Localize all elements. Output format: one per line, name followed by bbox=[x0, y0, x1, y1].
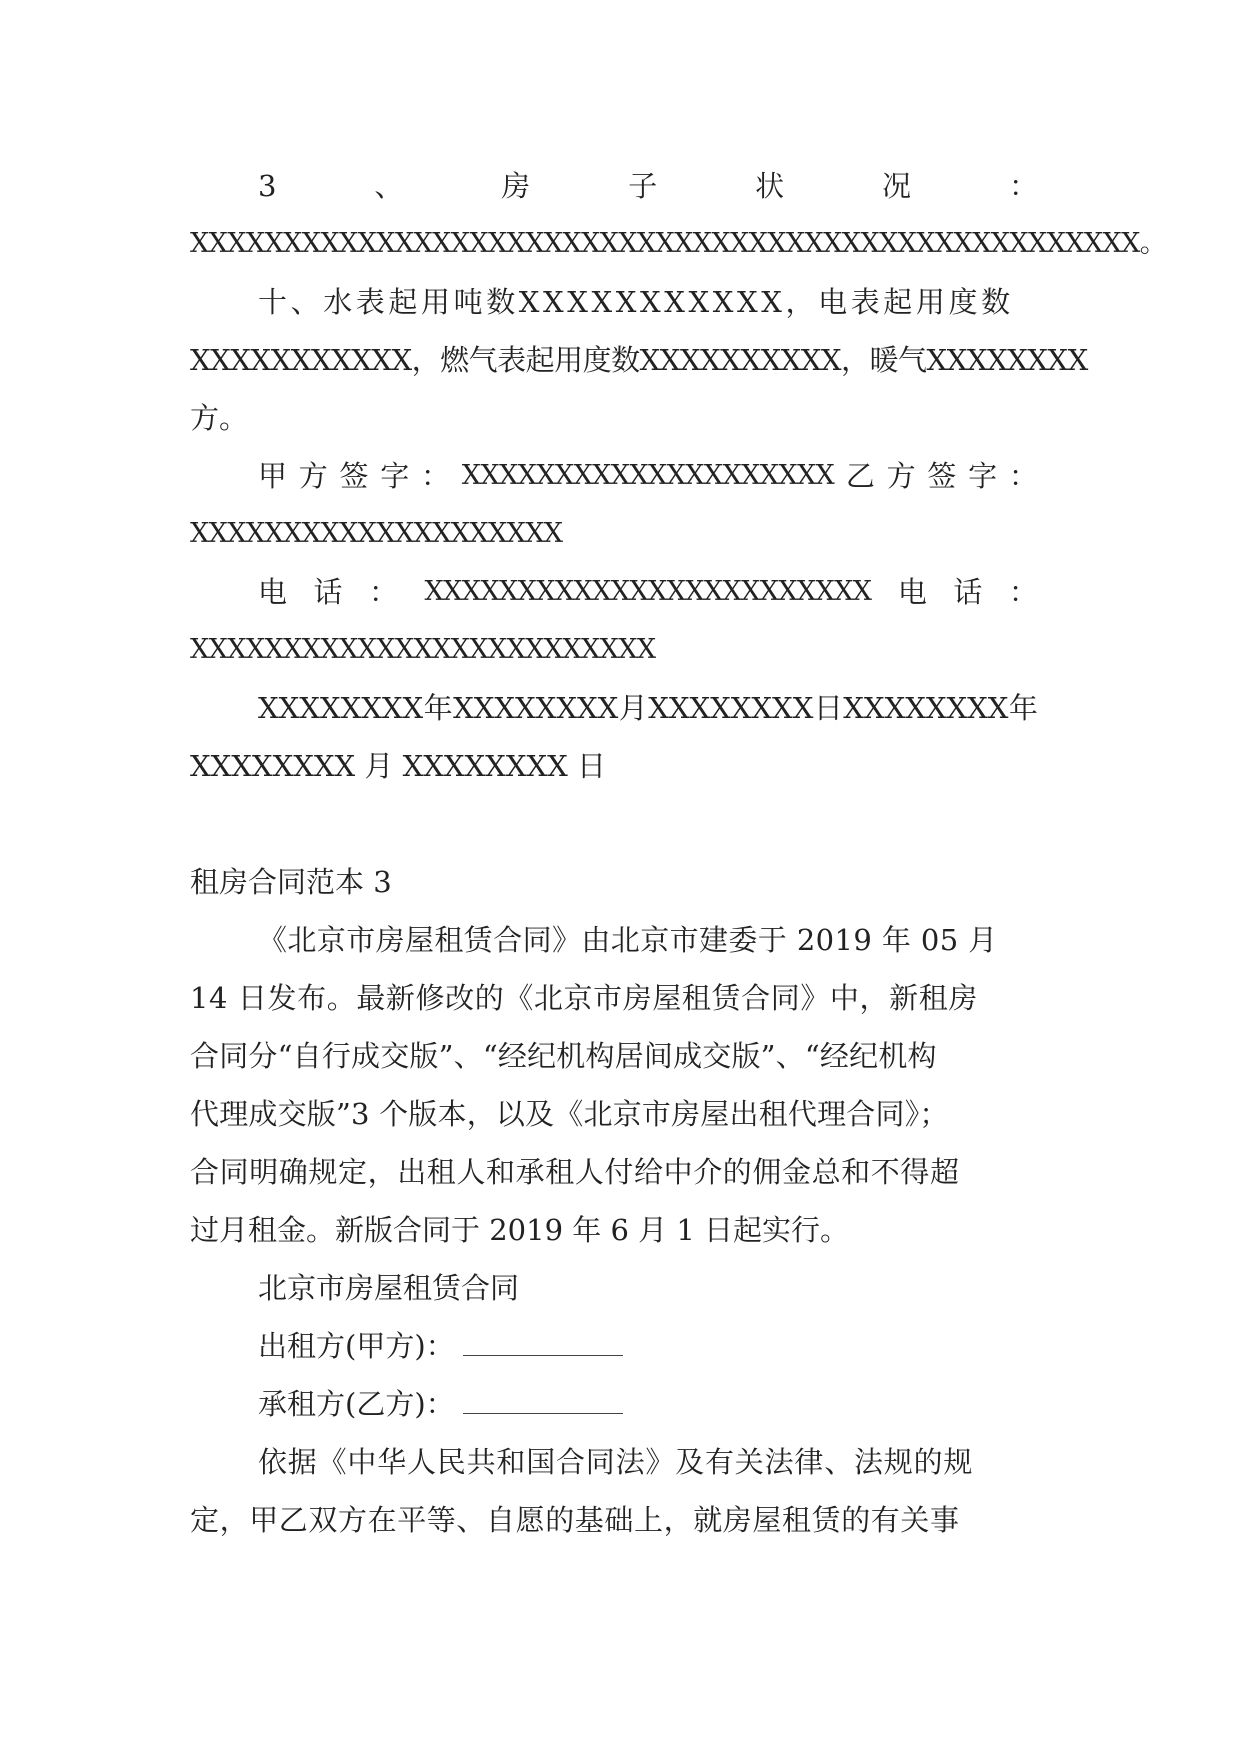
signature-token: 方 bbox=[298, 459, 328, 493]
date-line bbox=[258, 690, 1038, 726]
signature-token: 方 bbox=[886, 459, 916, 493]
signature-line bbox=[258, 458, 1038, 494]
para1-line: 《北京市房屋租赁合同》由北京市建委于 2019 年 05 月 bbox=[258, 923, 998, 957]
house-status-token: 况 bbox=[882, 169, 912, 203]
meters-line-2: XXXXXXXXXXX，燃气表起用度数XXXXXXXXXX，暖气XXXXXXXX bbox=[190, 343, 1088, 377]
date-token: 年 bbox=[423, 691, 453, 725]
signature-token: 乙 bbox=[845, 459, 875, 493]
house-status-token: 3 bbox=[258, 169, 277, 203]
para1-line: 合同明确规定，出租人和承租人付给中介的佣金总和不得超 bbox=[190, 1155, 960, 1189]
signature-token: 字 bbox=[380, 459, 410, 493]
para1-line: 代理成交版”3 个版本，以及《北京市房屋出租代理合同》； bbox=[190, 1097, 949, 1131]
house-status-continuation: XXXXXXXXXXXXXXXXXXXXXXXXXXXXXXXXXXXXXXXXXXXXXXXXXXX。 bbox=[190, 228, 1167, 259]
phone-token: 电 bbox=[897, 575, 927, 609]
phone-token: 话 bbox=[313, 575, 343, 609]
date-token: XXXXXXXX bbox=[258, 691, 424, 725]
signature-continuation: XXXXXXXXXXXXXXXXXXXX bbox=[190, 518, 563, 549]
lessee-row bbox=[258, 1386, 623, 1422]
signature-token: 签 bbox=[339, 459, 369, 493]
house-status-token: 状 bbox=[755, 169, 785, 203]
lessee-blank bbox=[463, 1391, 623, 1414]
lessor-label: 出租方(甲方)： bbox=[258, 1329, 455, 1363]
date-token: 月 bbox=[618, 691, 648, 725]
signature-token: XXXXXXXXXXXXXXXXXXXX bbox=[461, 460, 835, 491]
signature-token: ： bbox=[421, 459, 451, 493]
house-status-token: 房 bbox=[501, 169, 531, 203]
house-status-line bbox=[258, 168, 1038, 204]
meters-line-3: 方。 bbox=[190, 401, 249, 435]
section-heading: 租房合同范本 3 bbox=[190, 865, 392, 899]
signature-token: 签 bbox=[927, 459, 957, 493]
lessee-label: 承租方(乙方)： bbox=[258, 1387, 455, 1421]
para1-line: 14 日发布。最新修改的《北京市房屋租赁合同》中，新租房 bbox=[190, 981, 978, 1015]
para1-line: 合同分“自行成交版”、“经纪机构居间成交版”、“经纪机构 bbox=[190, 1039, 937, 1073]
para2-line: 定，甲乙双方在平等、自愿的基础上，就房屋租赁的有关事 bbox=[190, 1503, 960, 1537]
phone-token: ： bbox=[369, 575, 399, 609]
phone-token: ： bbox=[1008, 575, 1038, 609]
phone-token: XXXXXXXXXXXXXXXXXXXXXXXX bbox=[424, 576, 872, 607]
date-continuation: XXXXXXXX 月 XXXXXXXX 日 bbox=[190, 749, 606, 783]
house-status-token: 子 bbox=[628, 169, 658, 203]
lessor-blank bbox=[463, 1333, 623, 1356]
para2-line: 依据《中华人民共和国合同法》及有关法律、法规的规 bbox=[258, 1445, 974, 1479]
para1-line: 过月租金。新版合同于 2019 年 6 月 1 日起实行。 bbox=[190, 1213, 850, 1247]
phone-continuation: XXXXXXXXXXXXXXXXXXXXXXXXX bbox=[190, 634, 656, 665]
date-token: 年 bbox=[1008, 691, 1038, 725]
signature-token: 甲 bbox=[258, 459, 288, 493]
phone-line bbox=[258, 574, 1038, 610]
phone-token: 电 bbox=[258, 575, 288, 609]
house-status-token: ： bbox=[1008, 169, 1038, 203]
lessor-row bbox=[258, 1328, 623, 1364]
date-token: XXXXXXXX bbox=[453, 691, 619, 725]
phone-token: 话 bbox=[953, 575, 983, 609]
date-token: XXXXXXXX bbox=[843, 691, 1009, 725]
date-token: XXXXXXXX bbox=[648, 691, 814, 725]
signature-token: 字 bbox=[968, 459, 998, 493]
signature-token: ： bbox=[1008, 459, 1038, 493]
meters-line-1: 十、水表起用吨数XXXXXXXXXXX，电表起用度数 bbox=[258, 285, 1014, 319]
house-status-token: 、 bbox=[374, 169, 404, 203]
contract-title: 北京市房屋租赁合同 bbox=[258, 1271, 520, 1305]
date-token: 日 bbox=[813, 691, 843, 725]
